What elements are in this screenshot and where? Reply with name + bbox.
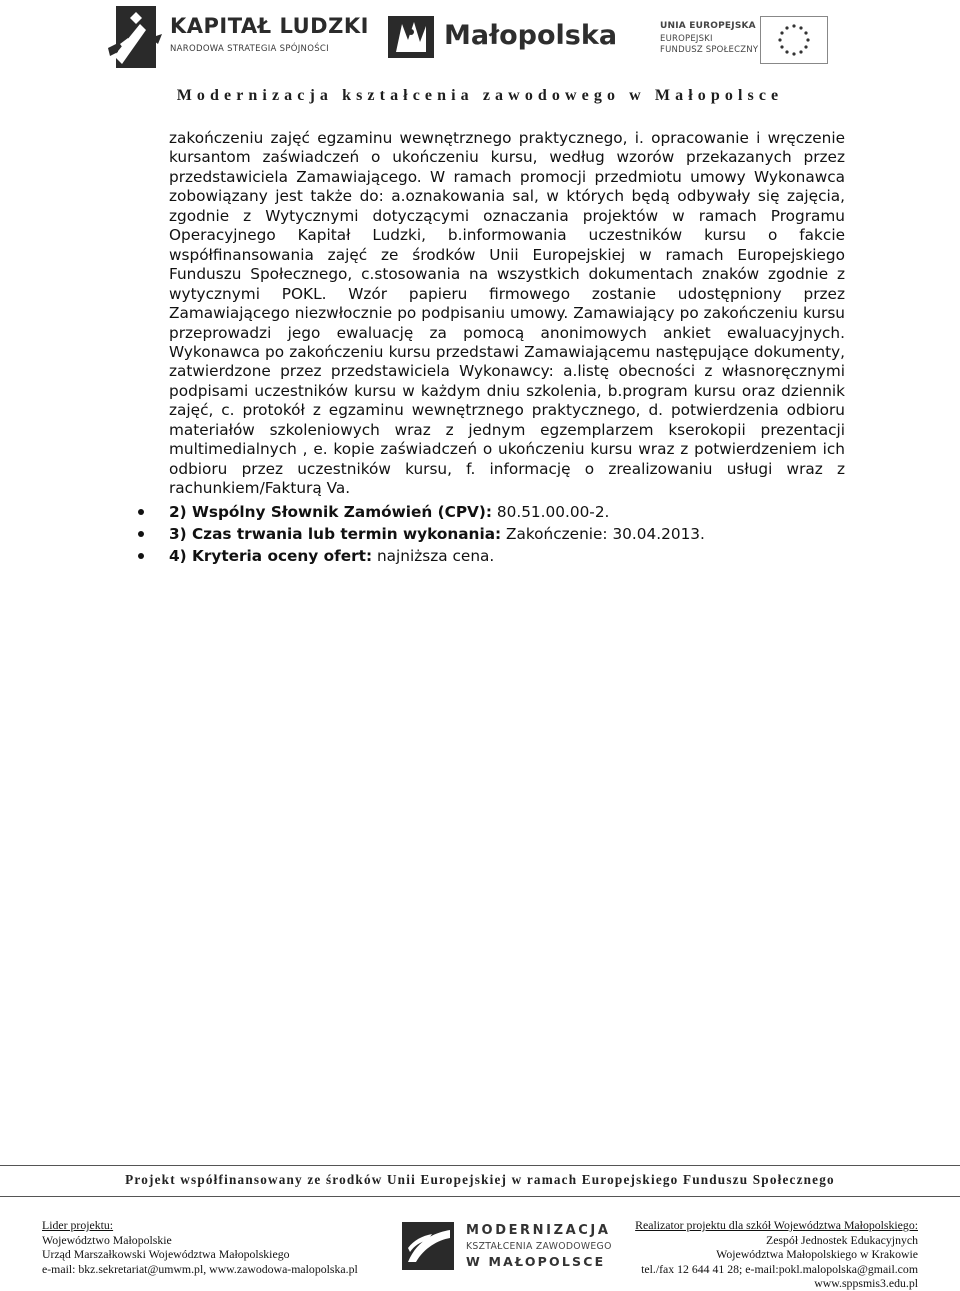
modernizacja-line-2: KSZTAŁCENIA ZAWODOWEGO bbox=[466, 1241, 612, 1252]
list-item-value: najniższa cena. bbox=[372, 546, 495, 565]
implementer-line-2: Województwa Małopolskiego w Krakowie bbox=[716, 1247, 918, 1262]
document-body bbox=[169, 129, 845, 567]
leader-line-2: Urząd Marszałkowski Województwa Małopolskiego bbox=[42, 1247, 290, 1262]
leader-heading: Lider projektu: bbox=[42, 1218, 114, 1232]
malopolska-title: Małopolska bbox=[444, 20, 618, 51]
eu-flag-icon bbox=[760, 16, 828, 64]
kapital-ludzki-emblem-icon bbox=[106, 4, 166, 74]
implementer-heading: Realizator projektu dla szkół Województwa Małopolskiego: bbox=[635, 1218, 918, 1232]
modernizacja-line-1: MODERNIZACJA bbox=[466, 1223, 611, 1238]
eu-logo bbox=[660, 12, 830, 64]
implementer-contact: tel./fax 12 644 41 28; e-mail:pokl.malopolska@gmail.com bbox=[641, 1261, 918, 1276]
footer-divider-top bbox=[0, 1165, 960, 1166]
modernizacja-emblem-icon bbox=[398, 1218, 458, 1274]
implementer-line-1: Zespół Jednostek Edukacyjnych bbox=[765, 1232, 918, 1247]
project-implementer-info bbox=[618, 1218, 918, 1291]
list-item-value: 80.51.00.00-2. bbox=[492, 502, 610, 521]
criteria-list bbox=[169, 501, 845, 567]
kapital-ludzki-title: KAPITAŁ LUDZKI bbox=[170, 14, 369, 38]
malopolska-emblem-icon bbox=[386, 14, 436, 60]
modernizacja-line-3: W MAŁOPOLSCE bbox=[466, 1254, 606, 1269]
eu-line-2: EUROPEJSKI bbox=[660, 34, 713, 44]
list-item-label: 4) Kryteria oceny ofert: bbox=[169, 546, 373, 565]
kapital-ludzki-logo bbox=[106, 4, 369, 74]
footer-divider-bottom bbox=[0, 1196, 960, 1197]
leader-line-1: Województwo Małopolskie bbox=[42, 1232, 172, 1247]
leader-contact: e-mail: bkz.sekretariat@umwm.pl, www.zawodowa-malopolska.pl bbox=[42, 1261, 358, 1276]
list-item-value: Zakończenie: 30.04.2013. bbox=[501, 524, 705, 543]
modernizacja-logo bbox=[398, 1218, 618, 1274]
project-leader-info bbox=[42, 1218, 358, 1276]
list-item-label: 2) Wspólny Słownik Zamówień (CPV): bbox=[169, 502, 492, 521]
bullet-icon bbox=[138, 509, 144, 515]
eu-line-1: UNIA EUROPEJSKA bbox=[660, 21, 756, 31]
project-tagline: Modernizacja kształcenia zawodowego w Małopolsce bbox=[176, 87, 784, 104]
list-item-label: 3) Czas trwania lub termin wykonania: bbox=[169, 524, 502, 543]
list-item bbox=[169, 545, 845, 567]
bullet-icon bbox=[138, 531, 144, 537]
body-paragraph: zakończeniu zajęć egzaminu wewnętrznego praktycznego, i. opracowanie i wręczenie kursantom zaświadczeń o ukończeniu kursu, według wzorów przekazanych przez przedstawiciela Zamawiającego. W ramach promocji przedmiotu umowy Wykonawca zobowiązany jest także do: a.oznakowania sal, w których będą odbywały się zajęcia, zgodnie z Wytycznymi dotyczącymi oznaczania projektów w ramach Programu Operacyjnego Kapitał Ludzki, b.informowania uczestników kursu o fakcie współfinansowania zajęć ze środków Unii Europejskiej w ramach Europejskiego Funduszu Społecznego, c.stosowania na wszystkich dokumentach znaków zgodnie z wytycznymi POKL. Wzór papieru firmowego zostanie udostępniony przez Zamawiającego niezwłocznie po podpisaniu umowy. Zamawiający po zakończeniu kursu przeprowadzi jego ewaluację za pomocą anonimowych ankiet ewaluacyjnych. Wykonawca po zakończeniu kursu przedstawi Zamawiającemu następujące dokumenty, zatwierdzone przez przedstawiciela Wykonawcy: a.listę obecności z własnoręcznymi podpisami uczestników kursu w każdym dniu szkolenia, b.program kursu oraz dziennik zajęć, c. protokół z egzaminu wewnętrznego praktycznego, d. potwierdzenia odbioru materiałów szkoleniowych wraz z jednym egzemplarzem kserokopii prezentacji multimedialnych , e. kopie zaświadczeń o ukończeniu kursu wraz z potwierdzeniem ich odbioru przez uczestników kursu, f. informację o zrealizowaniu usługi wraz z rachunkiem/Fakturą Va. bbox=[169, 129, 845, 498]
malopolska-logo bbox=[386, 14, 616, 60]
list-item bbox=[169, 523, 845, 545]
bullet-icon bbox=[138, 553, 144, 559]
list-item bbox=[169, 501, 845, 523]
eu-line-3: FUNDUSZ SPOŁECZNY bbox=[660, 45, 759, 55]
kapital-ludzki-subtitle: NARODOWA STRATEGIA SPÓJNOŚCI bbox=[170, 44, 329, 54]
implementer-website: www.sppsmis3.edu.pl bbox=[814, 1276, 918, 1291]
cofinancing-note: Projekt współfinansowany ze środków Unii Europejskiej w ramach Europejskiego Funduszu Społecznego bbox=[125, 1172, 835, 1187]
